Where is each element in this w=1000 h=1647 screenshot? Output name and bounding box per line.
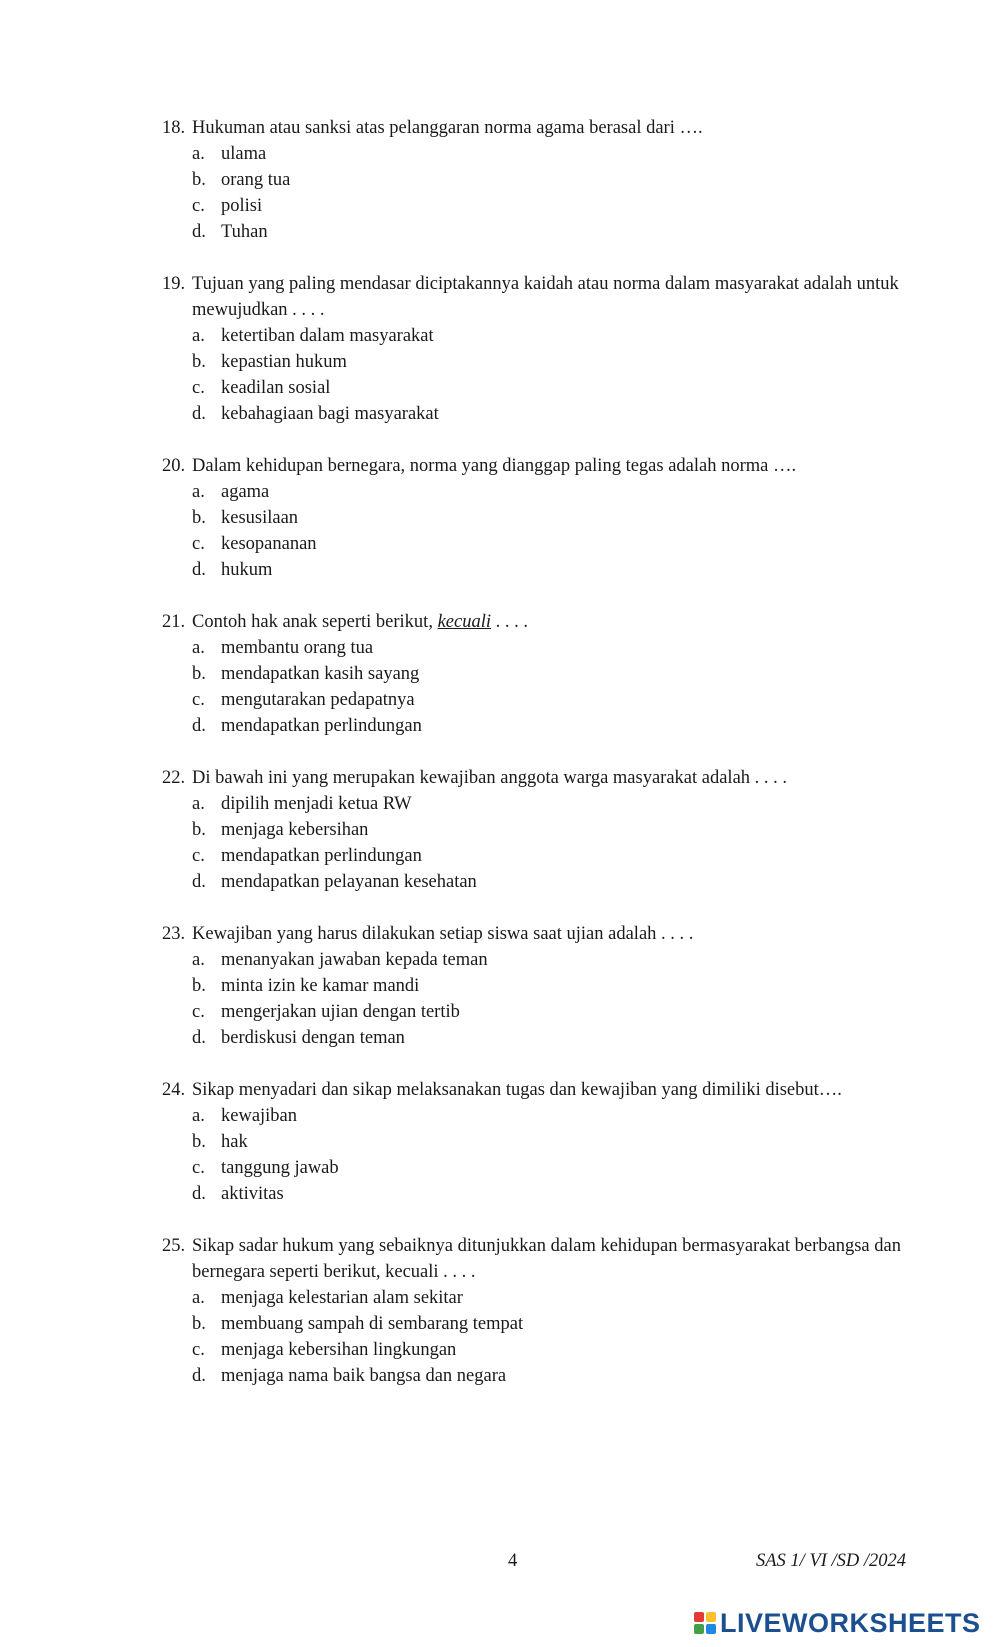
option-letter: a. — [192, 482, 205, 502]
option-text: hukum — [221, 560, 273, 580]
options-list — [162, 635, 922, 739]
option-text: agama — [221, 482, 270, 502]
question-22 — [162, 765, 922, 895]
option-letter: a. — [192, 794, 205, 814]
option-letter: d. — [192, 872, 206, 892]
option-text: menjaga kebersihan lingkungan — [221, 1340, 457, 1360]
option-item[interactable] — [192, 219, 922, 245]
question-text-after: . . . . — [491, 612, 528, 632]
liveworksheets-logo[interactable] — [694, 1606, 981, 1640]
options-list — [162, 791, 922, 895]
option-letter: c. — [192, 1340, 205, 1360]
question-number: 21. — [162, 612, 186, 632]
question-24 — [162, 1077, 922, 1207]
option-text: mendapatkan pelayanan kesehatan — [221, 872, 477, 892]
option-letter: b. — [192, 1314, 206, 1334]
question-23 — [162, 921, 922, 1051]
option-letter: d. — [192, 716, 206, 736]
option-letter: c. — [192, 1002, 205, 1022]
option-letter: d. — [192, 1366, 206, 1386]
option-item[interactable] — [192, 141, 922, 167]
option-item[interactable] — [192, 635, 922, 661]
question-text: Sikap menyadari dan sikap melaksanakan tugas dan kewajiban yang dimiliki disebut…. — [192, 1080, 842, 1100]
option-item[interactable] — [192, 713, 922, 739]
option-text: berdiskusi dengan teman — [221, 1028, 405, 1048]
option-letter: b. — [192, 508, 206, 528]
option-text: membuang sampah di sembarang tempat — [221, 1314, 524, 1334]
option-letter: c. — [192, 1158, 205, 1178]
option-item[interactable] — [192, 349, 922, 375]
liveworksheets-logo-icon — [694, 1612, 716, 1634]
option-letter: b. — [192, 664, 206, 684]
options-list — [162, 141, 922, 245]
option-item[interactable] — [192, 791, 922, 817]
option-item[interactable] — [192, 505, 922, 531]
question-25 — [162, 1233, 922, 1389]
option-item[interactable] — [192, 817, 922, 843]
options-list — [162, 323, 922, 427]
options-list — [162, 1285, 922, 1389]
brand-text: LIVEWORKSHEETS — [720, 1607, 981, 1638]
logo-square-red — [694, 1612, 704, 1622]
question-number: 22. — [162, 768, 186, 788]
option-text: polisi — [221, 196, 263, 216]
option-letter: a. — [192, 1106, 205, 1126]
option-letter: a. — [192, 950, 205, 970]
option-item[interactable] — [192, 557, 922, 583]
question-text — [192, 609, 922, 635]
options-list — [162, 947, 922, 1051]
option-text: hak — [221, 1132, 248, 1152]
question-keyword: kecuali — [437, 612, 491, 632]
page-number: 4 — [508, 1551, 518, 1571]
option-text: membantu orang tua — [221, 638, 374, 658]
option-item[interactable] — [192, 1129, 922, 1155]
question-text: Sikap sadar hukum yang sebaiknya ditunjukkan dalam kehidupan bermasyarakat berbangsa dan bernegara seperti berikut, kecuali . . . . — [192, 1236, 901, 1282]
logo-square-blue — [706, 1624, 716, 1634]
option-text: tanggung jawab — [221, 1158, 339, 1178]
question-number: 19. — [162, 274, 186, 294]
option-letter: d. — [192, 1028, 206, 1048]
option-text: kesusilaan — [221, 508, 299, 528]
option-item[interactable] — [192, 167, 922, 193]
question-number: 24. — [162, 1080, 186, 1100]
option-letter: b. — [192, 976, 206, 996]
option-item[interactable] — [192, 479, 922, 505]
option-item[interactable] — [192, 1285, 922, 1311]
option-letter: b. — [192, 1132, 206, 1152]
question-20 — [162, 453, 922, 583]
question-number: 20. — [162, 456, 186, 476]
option-text: menanyakan jawaban kepada teman — [221, 950, 488, 970]
option-letter: a. — [192, 1288, 205, 1308]
option-item[interactable] — [192, 193, 922, 219]
option-item[interactable] — [192, 1155, 922, 1181]
option-text: menjaga nama baik bangsa dan negara — [221, 1366, 507, 1386]
option-text: menjaga kebersihan — [221, 820, 369, 840]
option-letter: d. — [192, 222, 206, 242]
option-letter: b. — [192, 820, 206, 840]
option-letter: b. — [192, 170, 206, 190]
question-number: 25. — [162, 1236, 186, 1256]
option-letter: d. — [192, 404, 206, 424]
option-text: minta izin ke kamar mandi — [221, 976, 420, 996]
logo-square-green — [694, 1624, 704, 1634]
option-item[interactable] — [192, 323, 922, 349]
option-text: keadilan sosial — [221, 378, 331, 398]
option-letter: b. — [192, 352, 206, 372]
option-text: ulama — [221, 144, 267, 164]
question-text: Dalam kehidupan bernegara, norma yang dianggap paling tegas adalah norma …. — [192, 456, 797, 476]
logo-square-yellow — [706, 1612, 716, 1622]
option-letter: a. — [192, 326, 205, 346]
option-letter: c. — [192, 690, 205, 710]
question-21 — [162, 609, 922, 739]
option-letter: d. — [192, 1184, 206, 1204]
option-item[interactable] — [192, 869, 922, 895]
option-letter: d. — [192, 560, 206, 580]
option-letter: c. — [192, 378, 205, 398]
option-text: kesopananan — [221, 534, 317, 554]
option-text: mendapatkan perlindungan — [221, 846, 422, 866]
question-text-before: Contoh hak anak seperti berikut, — [192, 612, 438, 632]
option-text: mendapatkan kasih sayang — [221, 664, 420, 684]
question-number: 23. — [162, 924, 186, 944]
option-letter: c. — [192, 196, 205, 216]
option-item[interactable] — [192, 1025, 922, 1051]
option-item[interactable] — [192, 1181, 922, 1207]
option-item[interactable] — [192, 999, 922, 1025]
option-item[interactable] — [192, 661, 922, 687]
option-item[interactable] — [192, 973, 922, 999]
option-item[interactable] — [192, 1103, 922, 1129]
option-item[interactable] — [192, 1311, 922, 1337]
question-text: Hukuman atau sanksi atas pelanggaran norma agama berasal dari …. — [192, 118, 703, 138]
option-letter: a. — [192, 144, 205, 164]
options-list — [162, 479, 922, 583]
question-19 — [162, 271, 922, 427]
question-18 — [162, 115, 922, 245]
question-number: 18. — [162, 118, 186, 138]
option-item[interactable] — [192, 375, 922, 401]
option-letter: c. — [192, 534, 205, 554]
option-text: orang tua — [221, 170, 291, 190]
option-text: kepastian hukum — [221, 352, 347, 372]
question-text: Kewajiban yang harus dilakukan setiap siswa saat ujian adalah . . . . — [192, 924, 694, 944]
option-item[interactable] — [192, 947, 922, 973]
option-text: aktivitas — [221, 1184, 284, 1204]
option-item[interactable] — [192, 843, 922, 869]
option-item[interactable] — [192, 401, 922, 427]
option-item[interactable] — [192, 531, 922, 557]
question-list — [162, 115, 922, 1415]
option-item[interactable] — [192, 687, 922, 713]
option-letter: a. — [192, 638, 205, 658]
option-text: mengutarakan pedapatnya — [221, 690, 415, 710]
option-text: dipilih menjadi ketua RW — [221, 794, 412, 814]
question-text: Di bawah ini yang merupakan kewajiban anggota warga masyarakat adalah . . . . — [192, 768, 788, 788]
options-list — [162, 1103, 922, 1207]
option-text: menjaga kelestarian alam sekitar — [221, 1288, 463, 1308]
option-item[interactable] — [192, 1337, 922, 1363]
option-text: ketertiban dalam masyarakat — [221, 326, 434, 346]
option-letter: c. — [192, 846, 205, 866]
option-text: mengerjakan ujian dengan tertib — [221, 1002, 460, 1022]
option-text: Tuhan — [221, 222, 268, 242]
document-code: SAS 1/ VI /SD /2024 — [756, 1551, 907, 1571]
question-text: Tujuan yang paling mendasar diciptakannya kaidah atau norma dalam masyarakat adalah untuk mewujudkan . . . . — [192, 274, 899, 320]
option-item[interactable] — [192, 1363, 922, 1389]
option-text: kebahagiaan bagi masyarakat — [221, 404, 439, 424]
option-text: mendapatkan perlindungan — [221, 716, 422, 736]
option-text: kewajiban — [221, 1106, 298, 1126]
